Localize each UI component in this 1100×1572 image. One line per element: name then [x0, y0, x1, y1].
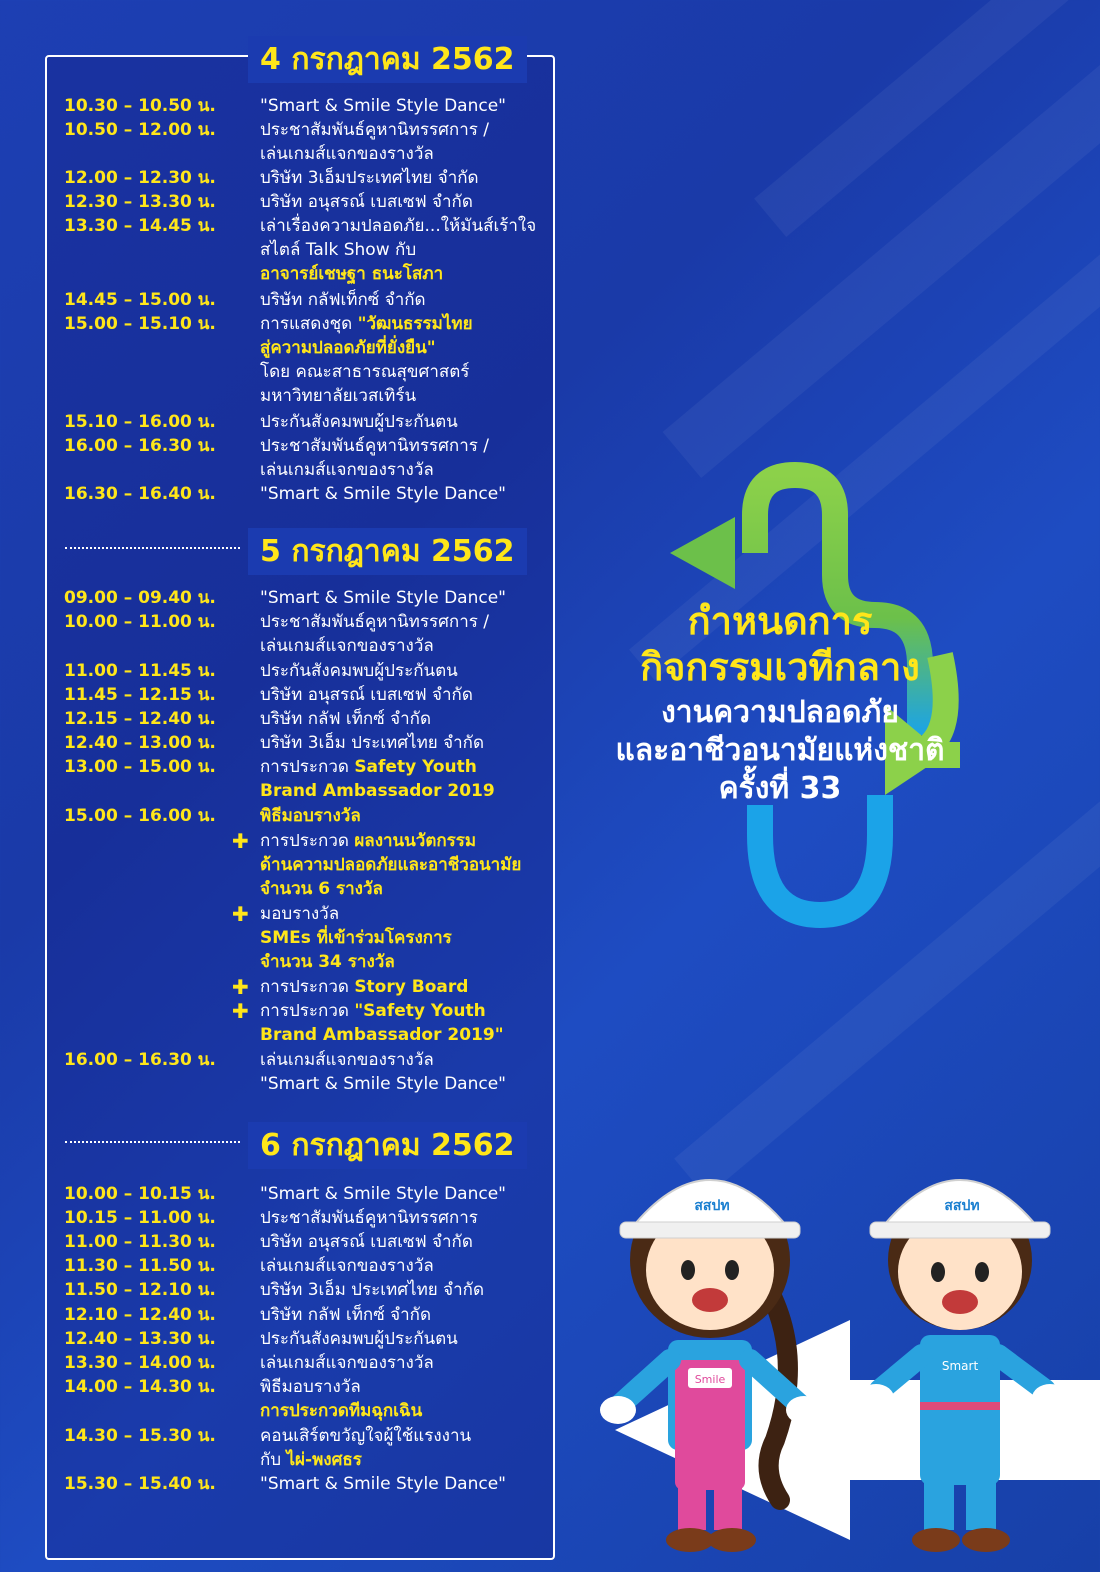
plus-icon: ✚: [232, 975, 249, 999]
plus-icon: ✚: [232, 999, 249, 1023]
boy-badge: Smart: [941, 1359, 979, 1373]
activity: ด้านความปลอดภัยและอาชีวอนามัย: [260, 855, 522, 875]
activity: โดย คณะสาธารณสุขศาสตร์: [260, 362, 470, 382]
day1-header: 4 กรกฎาคม 2562: [248, 36, 527, 83]
activity: ประกันสังคมพบผู้ประกันตน: [260, 412, 458, 432]
time: 15.10 – 16.00 น.: [64, 412, 216, 432]
time: 15.30 – 15.40 น.: [64, 1474, 216, 1494]
time: 12.40 – 13.00 น.: [64, 733, 216, 753]
activity: Brand Ambassador 2019: [260, 781, 495, 801]
time: 10.50 – 12.00 น.: [64, 120, 216, 140]
time: 14.45 – 15.00 น.: [64, 290, 216, 310]
activity: บริษัท อนุสรณ์ เบสเซฟ จำกัด: [260, 1232, 473, 1252]
activity: เล่นเกมส์แจกของรางวัล: [260, 460, 434, 480]
time: 13.30 – 14.00 น.: [64, 1353, 216, 1373]
activity: "Smart & Smile Style Dance": [260, 588, 506, 608]
time: 10.15 – 11.00 น.: [64, 1208, 216, 1228]
activity: จำนวน 34 รางวัล: [260, 952, 395, 972]
girl-badge: Smile: [694, 1373, 726, 1386]
activity: "Smart & Smile Style Dance": [260, 1474, 506, 1494]
activity: จำนวน 6 รางวัล: [260, 879, 383, 899]
time: 16.00 – 16.30 น.: [64, 436, 216, 456]
time: 16.00 – 16.30 น.: [64, 1050, 216, 1070]
activity: ประชาสัมพันธ์คูหานิทรรศการ: [260, 1208, 478, 1228]
time: 12.00 – 12.30 น.: [64, 168, 216, 188]
time: 11.50 – 12.10 น.: [64, 1280, 216, 1300]
activity: บริษัท กลัฟ เท็กซ์ จำกัด: [260, 709, 431, 729]
plus-icon: ✚: [232, 829, 249, 853]
time: 10.00 – 11.00 น.: [64, 612, 216, 632]
time: 14.00 – 14.30 น.: [64, 1377, 216, 1397]
time: 15.00 – 16.00 น.: [64, 806, 216, 826]
day2-header: 5 กรกฎาคม 2562: [248, 528, 527, 575]
u-shape: [760, 795, 880, 915]
divider-dots: [65, 547, 240, 549]
activity: บริษัท 3เอ็ม ประเทศไทย จำกัด: [260, 733, 485, 753]
activity: บริษัท กลัฟเท็กซ์ จำกัด: [260, 290, 426, 310]
activity: มหาวิทยาลัยเวสเทิร์น: [260, 386, 417, 406]
activity: สไตล์ Talk Show กับ: [260, 240, 417, 260]
activity: การประกวดทีมฉุกเฉิน: [260, 1401, 423, 1421]
activity: เล่นเกมส์แจกของรางวัล: [260, 1050, 434, 1070]
left-arrowhead: [670, 517, 735, 589]
activity: ประกันสังคมพบผู้ประกันตน: [260, 1329, 458, 1349]
activity: พิธีมอบรางวัล: [260, 1377, 361, 1397]
title-line-4: และอาชีวอนามัยแห่งชาติ: [615, 733, 945, 768]
activity: เล่นเกมส์แจกของรางวัล: [260, 1256, 434, 1276]
activity: กับ ไผ่-พงศธร: [260, 1450, 362, 1470]
activity: การประกวด "Safety Youth: [260, 1001, 486, 1021]
divider-dots: [65, 1141, 240, 1143]
activity: ประชาสัมพันธ์คูหานิทรรศการ /: [260, 120, 490, 140]
activity: "Smart & Smile Style Dance": [260, 1074, 506, 1094]
day3-header: 6 กรกฎาคม 2562: [248, 1122, 527, 1169]
boy-helmet-logo: สสปท: [944, 1198, 980, 1214]
mascot-girl: [600, 1140, 830, 1560]
time: 15.00 – 15.10 น.: [64, 314, 216, 334]
time: 12.10 – 12.40 น.: [64, 1305, 216, 1325]
girl-helmet-logo: สสปท: [694, 1198, 730, 1214]
title-line-3: งานความปลอดภัย: [661, 695, 899, 730]
activity: SMEs ที่เข้าร่วมโครงการ: [260, 928, 452, 948]
activity: เล่นเกมส์แจกของรางวัล: [260, 636, 434, 656]
background-stripe: [663, 0, 1100, 478]
activity: คอนเสิร์ตขวัญใจผู้ใช้แรงงาน: [260, 1426, 472, 1446]
time: 09.00 – 09.40 น.: [64, 588, 216, 608]
time: 12.30 – 13.30 น.: [64, 192, 216, 212]
activity: บริษัท กลัฟ เท็กซ์ จำกัด: [260, 1305, 431, 1325]
activity: การประกวด Story Board: [260, 977, 469, 997]
time: 11.00 – 11.45 น.: [64, 661, 216, 681]
time: 11.30 – 11.50 น.: [64, 1256, 216, 1276]
activity: การประกวด ผลงานนวัตกรรม: [260, 831, 477, 851]
time: 13.30 – 14.45 น.: [64, 216, 216, 236]
time: 10.00 – 10.15 น.: [64, 1184, 216, 1204]
activity: บริษัท อนุสรณ์ เบสเซฟ จำกัด: [260, 192, 473, 212]
title-line-1: กำหนดการ: [687, 599, 873, 643]
activity: บริษัท 3เอ็มประเทศไทย จำกัด: [260, 168, 479, 188]
time: 12.40 – 13.30 น.: [64, 1329, 216, 1349]
time: 11.45 – 12.15 น.: [64, 685, 216, 705]
title-line-2: กิจกรรมเวทีกลาง: [640, 645, 920, 689]
event-title: [570, 598, 990, 808]
mascot-boy: [840, 1140, 1080, 1560]
activity: การประกวด Safety Youth: [260, 757, 477, 777]
activity: "Smart & Smile Style Dance": [260, 96, 506, 116]
activity: "Smart & Smile Style Dance": [260, 484, 506, 504]
activity: เล่นเกมส์แจกของรางวัล: [260, 1353, 434, 1373]
activity: อาจารย์เชษฐา ธนะโสภา: [260, 264, 444, 284]
activity: มอบรางวัล: [260, 904, 340, 924]
activity: สู่ความปลอดภัยที่ยั่งยืน": [260, 338, 436, 358]
time: 13.00 – 15.00 น.: [64, 757, 216, 777]
activity: บริษัท อนุสรณ์ เบสเซฟ จำกัด: [260, 685, 473, 705]
time: 12.15 – 12.40 น.: [64, 709, 216, 729]
activity: "Smart & Smile Style Dance": [260, 1184, 506, 1204]
time: 16.30 – 16.40 น.: [64, 484, 216, 504]
activity: บริษัท 3เอ็ม ประเทศไทย จำกัด: [260, 1280, 485, 1300]
plus-icon: ✚: [232, 902, 249, 926]
activity: ประชาสัมพันธ์คูหานิทรรศการ /: [260, 612, 490, 632]
title-line-5: ครั้งที่ 33: [718, 771, 842, 806]
time: 14.30 – 15.30 น.: [64, 1426, 216, 1446]
time: 10.30 – 10.50 น.: [64, 96, 216, 116]
activity: พิธีมอบรางวัล: [260, 806, 361, 826]
activity: Brand Ambassador 2019": [260, 1025, 504, 1045]
activity: ประชาสัมพันธ์คูหานิทรรศการ /: [260, 436, 490, 456]
activity: ประกันสังคมพบผู้ประกันตน: [260, 661, 458, 681]
activity: เล่าเรื่องความปลอดภัย...ให้มันส์เร้าใจ: [260, 216, 537, 236]
activity: เล่นเกมส์แจกของรางวัล: [260, 144, 434, 164]
time: 11.00 – 11.30 น.: [64, 1232, 216, 1252]
activity: การแสดงชุด "วัฒนธรรมไทย: [260, 314, 473, 334]
